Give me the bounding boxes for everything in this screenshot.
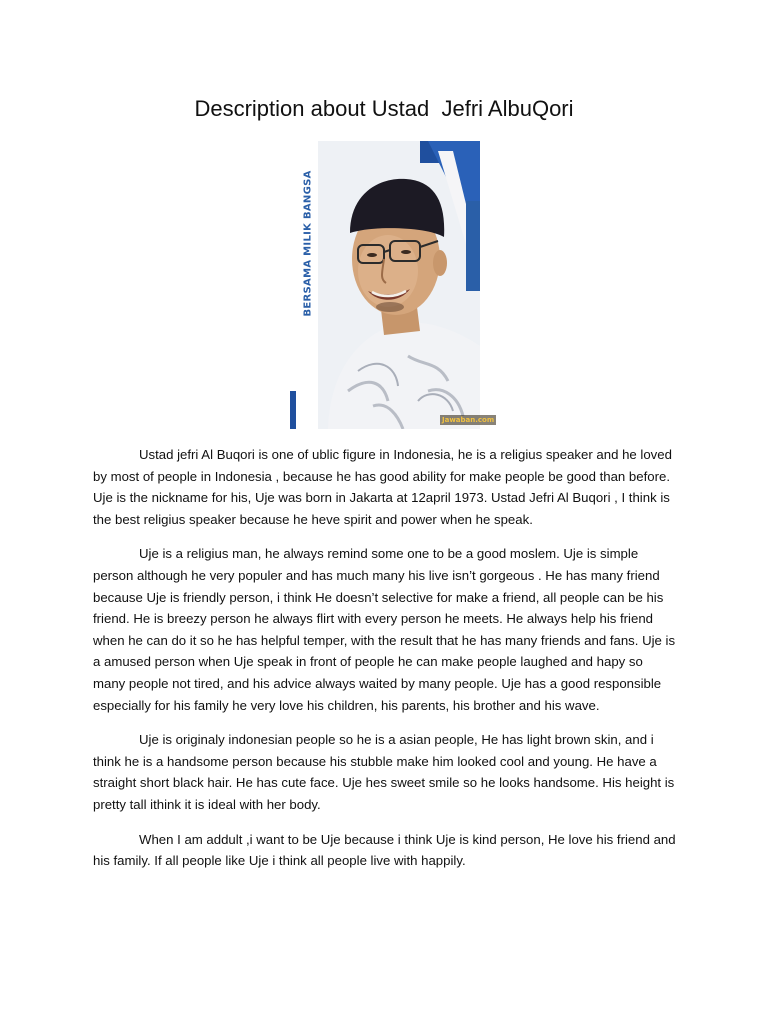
photo-watermark: Jawaban.com: [442, 416, 495, 424]
paragraph: Ustad jefri Al Buqori is one of ublic figure in Indonesia, he is a religius speaker and he loved by most of people in Indonesia , because he has good ability for make people be good than before. Uje is the nickname for his, Uje was born in Jakarta at 12april 1973. Ustad Jefri Al Buqori , I think is the best religius speaker because he heve spirit and power when he speak.: [93, 447, 672, 527]
paragraph: Uje is a religius man, he always remind some one to be a good moslem. Uje is simple person although he very populer and has much many his live isn’t gorgeous . He has many friend because Uje is friendly person, i think He doesn’t selective for make a friend, all people can be his friend. He is breezy person he always flirt with every person he meets. He always help his friend when he can do it so he has helpful temper, with the result that he has many friends and fans. Uje is a amused person when Uje speak in front of people he can make people laughed and hapy so many people not tired, and his advice always waited by many people. Uje has a good responsible especially for his family he very love his children, his parents, his brother and his wave.: [93, 546, 676, 713]
document-body: [93, 444, 678, 885]
paragraph: Uje is originaly indonesian people so he is a asian people, He has light brown skin, and i think he is a handsome person because his stubble make him looked cool and young. He have a straight short black hair. He has cute face. Uje hes sweet smile so he looks handsome. His height is pretty tall ithink it is ideal with her body.: [93, 732, 675, 812]
banner-text: BERSAMA MILIK BANGSA: [302, 170, 314, 317]
paragraph: When I am addult ,i want to be Uje because i think Uje is kind person, He love his friend and his family. If all people like Uje i think all people live with happily.: [93, 831, 676, 869]
portrait-photo: [288, 141, 480, 429]
page-title: Description about Ustad Jefri AlbuQori: [194, 96, 574, 121]
